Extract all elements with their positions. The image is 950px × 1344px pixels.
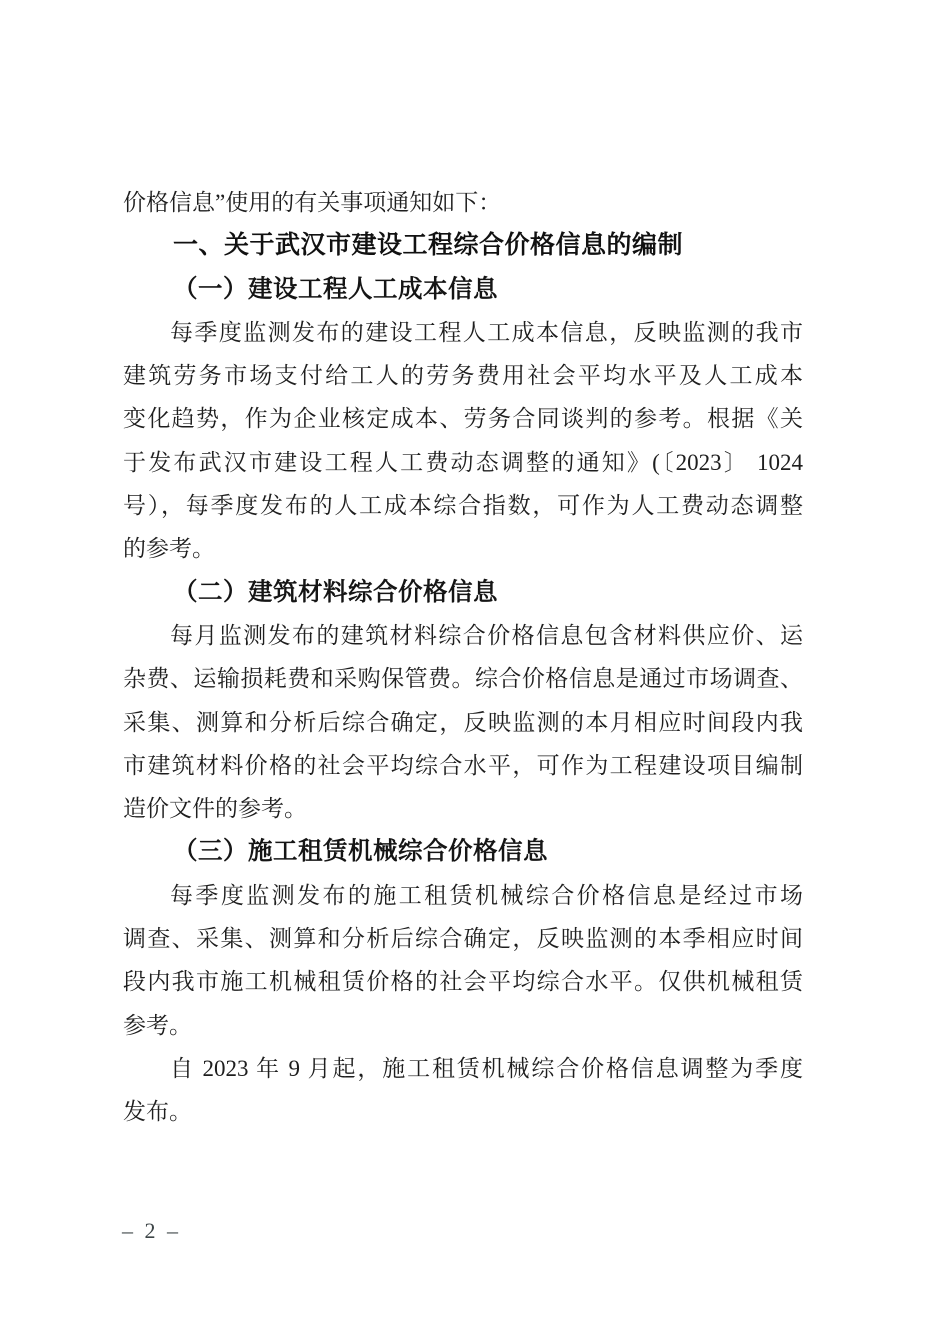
body-line: 参考。 [123, 1012, 192, 1038]
subsection-3-heading: （三）施工租赁机械综合价格信息 [173, 838, 548, 866]
body-line: 号），每季度发布的人工成本综合指数，可作为人工费动态调整 [123, 493, 803, 519]
body-line: 调查、采集、测算和分析后综合确定，反映监测的本季相应时间 [123, 926, 803, 952]
body-line: 市建筑材料价格的社会平均综合水平，可作为工程建设项目编制 [123, 752, 803, 778]
page-number: – 2 – [122, 1218, 181, 1243]
body-line: 采集、测算和分析后综合确定，反映监测的本月相应时间段内我 [123, 709, 803, 735]
body-line: 建筑劳务市场支付给工人的劳务费用社会平均水平及人工成本 [123, 363, 803, 389]
body-line: 造价文件的参考。 [123, 796, 307, 822]
body-line: 每季度监测发布的建设工程人工成本信息，反映监测的我市 [170, 319, 803, 345]
body-line: 变化趋势，作为企业核定成本、劳务合同谈判的参考。根据《关 [123, 406, 803, 432]
document-body [123, 181, 803, 1134]
body-line: 自 2023 年 9 月起，施工租赁机械综合价格信息调整为季度 [170, 1055, 803, 1081]
body-line: 每季度监测发布的施工租赁机械综合价格信息是经过市场 [170, 882, 803, 908]
section-1-heading: 一、关于武汉市建设工程综合价格信息的编制 [173, 231, 684, 260]
body-line: 每月监测发布的建筑材料综合价格信息包含材料供应价、运 [170, 622, 803, 648]
body-line: 段内我市施工机械租赁价格的社会平均综合水平。仅供机械租赁 [123, 969, 803, 995]
body-line: 的参考。 [123, 536, 215, 562]
subsection-2-heading: （二）建筑材料综合价格信息 [173, 578, 498, 606]
subsection-1-heading: （一）建设工程人工成本信息 [173, 275, 498, 303]
body-line: 发布。 [123, 1099, 192, 1125]
body-line: 于发布武汉市建设工程人工费动态调整的通知》(〔2023〕 1024 [123, 449, 803, 475]
intro-line: 价格信息”使用的有关事项通知如下： [123, 190, 502, 215]
body-line: 杂费、运输损耗费和采购保管费。综合价格信息是通过市场调查、 [123, 666, 803, 692]
